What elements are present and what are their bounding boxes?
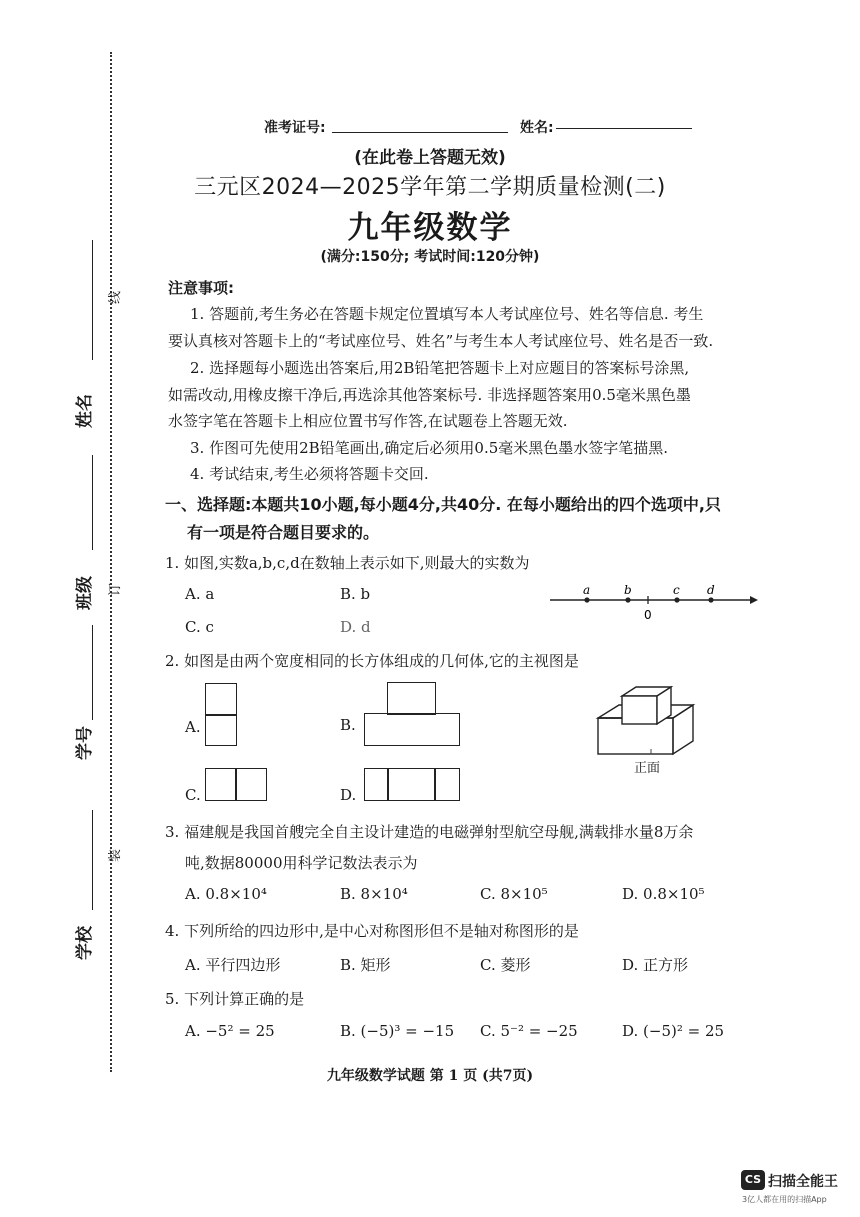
note-line-5: 水签字笔在答题卡上相应位置书写作答,在试题卷上答题无效.: [168, 412, 568, 430]
q3-option-d: D. 0.8×10⁵: [622, 885, 705, 903]
axis-label-c: c: [673, 583, 680, 597]
scanner-logo-icon: CS: [741, 1170, 765, 1190]
q2-solid-figure: [595, 683, 725, 763]
q4-option-b: B. 矩形: [340, 956, 391, 974]
axis-label-a: a: [583, 583, 591, 597]
name-label: 姓名: [75, 394, 95, 428]
q1-stem: 1. 如图,实数a,b,c,d在数轴上表示如下,则最大的实数为: [165, 554, 530, 572]
q3-option-a: A. 0.8×10⁴: [185, 885, 267, 903]
invalid-notice: (在此卷上答题无效): [354, 148, 506, 168]
binding-mark-zhuang: 装: [108, 848, 123, 862]
name-field-underline: [556, 128, 692, 129]
q3-stem-line2: 吨,数据80000用科学记数法表示为: [185, 854, 418, 872]
q5-option-d: D. (−5)² = 25: [622, 1022, 725, 1040]
q5-option-c: C. 5⁻² = −25: [480, 1022, 578, 1040]
q3-stem-line1: 3. 福建舰是我国首艘完全自主设计建造的电磁弹射型航空母舰,满载排水量8万余: [165, 823, 694, 841]
q2-option-d-middle-rect: [387, 768, 436, 801]
binding-mark-ding: 订: [108, 582, 123, 596]
school-underline: [92, 810, 93, 910]
name-field-label: 姓名:: [520, 120, 554, 136]
q2-stem: 2. 如图是由两个宽度相同的长方体组成的几何体,它的主视图是: [165, 652, 579, 670]
score-time: (满分:150分; 考试时间:120分钟): [320, 249, 540, 265]
q4-option-d: D. 正方形: [622, 956, 689, 974]
q2-option-b-label: B.: [340, 716, 356, 734]
student-no-label: 学号: [75, 726, 95, 760]
school-label: 学校: [75, 926, 95, 960]
scanner-tagline: 3亿人都在用的扫描App: [742, 1195, 827, 1204]
axis-label-d: d: [707, 583, 715, 597]
q5-stem: 5. 下列计算正确的是: [165, 990, 305, 1008]
q2-option-d-label: D.: [340, 786, 357, 804]
q4-stem: 4. 下列所给的四边形中,是中心对称图形但不是轴对称图形的是: [165, 922, 579, 940]
class-underline: [92, 455, 93, 550]
q2-option-c-right-square: [235, 768, 267, 801]
q2-option-b-bottom-rect: [364, 713, 460, 746]
q2-option-b-top-rect: [387, 682, 436, 715]
subject-title: 九年级数学: [347, 210, 513, 246]
note-line-6: 3. 作图可先使用2B铅笔画出,确定后必须用0.5毫米黑色墨水签字笔描黑.: [190, 439, 669, 457]
section1-line2: 有一项是符合题目要求的。: [187, 523, 380, 542]
q1-option-d: D. d: [340, 618, 371, 636]
q1-option-c: C. c: [185, 618, 214, 636]
scanner-app-name: 扫描全能王: [768, 1174, 838, 1190]
q4-option-a: A. 平行四边形: [185, 956, 281, 974]
q5-option-b: B. (−5)³ = −15: [340, 1022, 455, 1040]
q5-option-a: A. −5² = 25: [185, 1022, 275, 1040]
axis-label-b: b: [624, 583, 632, 597]
front-view-label: 正面: [634, 761, 661, 776]
axis-origin-label: 0: [644, 608, 652, 622]
q1-option-a: A. a: [185, 585, 215, 603]
student-no-underline: [92, 625, 93, 720]
q4-option-c: C. 菱形: [480, 956, 531, 974]
exam-title: 三元区2024—2025学年第二学期质量检测(二): [194, 175, 666, 200]
notes-heading: 注意事项:: [168, 279, 234, 297]
q2-option-c-left-square: [205, 768, 237, 801]
section1-line1: 一、选择题:本题共10小题,每小题4分,共40分. 在每小题给出的四个选项中,只: [165, 495, 721, 514]
class-label: 班级: [75, 576, 95, 610]
q2-option-a-label: A.: [185, 718, 201, 736]
q3-option-b: B. 8×10⁴: [340, 885, 408, 903]
q2-option-d-left-rect: [364, 768, 389, 801]
note-line-3: 2. 选择题每小题选出答案后,用2B铅笔把答题卡上对应题目的答案标号涂黑,: [190, 359, 690, 377]
q2-option-c-label: C.: [185, 786, 201, 804]
note-line-4: 如需改动,用橡皮擦干净后,再选涂其他答案标号. 非选择题答案用0.5毫米黑色墨: [168, 386, 691, 404]
note-line-2: 要认真核对答题卡上的“考试座位号、姓名”与考生本人考试座位号、姓名是否一致.: [168, 332, 714, 350]
exam-no-label: 准考证号:: [264, 120, 326, 136]
binding-mark-xian: 线: [108, 290, 123, 304]
q2-option-a-bottom-square: [205, 714, 237, 746]
note-line-1: 1. 答题前,考生务必在答题卡规定位置填写本人考试座位号、姓名等信息. 考生: [190, 305, 704, 323]
q2-option-d-right-rect: [434, 768, 460, 801]
q3-option-c: C. 8×10⁵: [480, 885, 548, 903]
q2-option-a-top-square: [205, 683, 237, 716]
number-line-figure: [545, 578, 760, 628]
note-line-7: 4. 考试结束,考生必须将答题卡交回.: [190, 465, 429, 483]
exam-no-underline: [332, 132, 508, 133]
q1-option-b: B. b: [340, 585, 371, 603]
page-footer: 九年级数学试题 第 1 页 (共7页): [326, 1068, 534, 1084]
